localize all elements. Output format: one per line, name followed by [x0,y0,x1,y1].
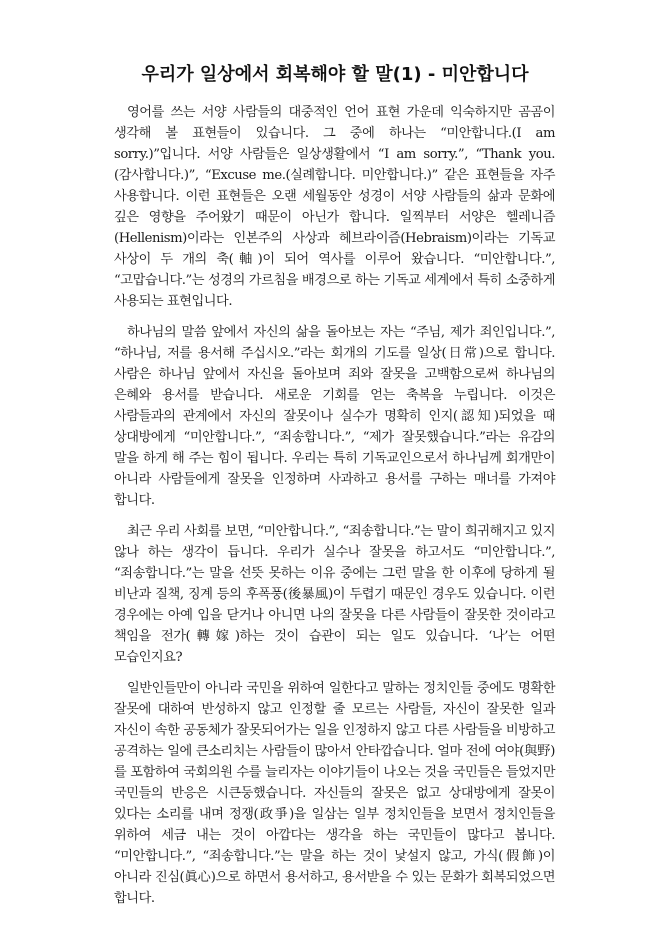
article-body [114,102,555,919]
paragraph: 일반인들만이 아니라 국민을 위하여 일한다고 말하는 정치인들 중에도 명확한 잘못에 대하여 반성하지 않고 인정할 줄 모르는 사람들, 자신이 잘못한 일과 자신이 속한 공동체가 잘못되어가는 일을 인정하지 않고 다른 사람들을 비방하고 공격하는 일에 큰소리치는 사람들이 많아서 안타깝습니다. 얼마 전에 여야(與野)를 포함하여 국회의원 수를 늘리자는 이야기들이 나오는 것을 국민들은 들었지만 국민들의 반응은 시큰둥했습니다. 자신들의 잘못은 없고 상대방에게 잘못이 있다는 소리를 내며 정쟁(政爭)을 일삼는 일부 정치인들을 보면서 정치인들을 위하여 세금 내는 것이 아깝다는 생각을 하는 국민들이 많다고 봅니다. “미안합니다.”, “죄송합니다.”는 말을 하는 것이 낯설지 않고, 가식(假飾)이 아니라 진심(眞心)으로 하면서 용서하고, 용서받을 수 있는 문화가 회복되었으면 합니다. [114,681,555,906]
page-title: 우리가 일상에서 회복해야 할 말(1) - 미안합니다 [141,64,529,85]
paragraph: 최근 우리 사회를 보면, “미안합니다.”, “죄송합니다.”는 말이 희귀해지고 있지 않나 하는 생각이 듭니다. 우리가 실수나 잘못을 하고서도 “미안합니다.”, “죄송합니다.”는 말을 선뜻 못하는 이유 중에는 그런 말을 한 이후에 당하게 될 비난과 질책, 징계 등의 후폭풍(後暴風)이 두렵기 때문인 경우도 있습니다. 이런 경우에는 아예 입을 닫거나 아니면 나의 잘못을 다른 사람들이 잘못한 것이라고 책임을 전가(轉嫁)하는 것이 습관이 되는 일도 있습니다. ‘나’는 어떤 모습인지요? [114,524,555,665]
paragraph: 영어를 쓰는 서양 사람들의 대중적인 언어 표현 가운데 익숙하지만 곰곰이 생각해 볼 표현들이 있습니다. 그 중에 하나는 “미안합니다.(I am sorry.)”입니다. 서양 사람들은 일상생활에서 “I am sorry.”, “Thank you.(감사합니다.)”, “Excuse me.(실례합니다. 미안합니다.)” 같은 표현들을 자주 사용합니다. 이런 표현들은 오랜 세월동안 성경이 서양 사람들의 삶과 문화에 깊은 영향을 주어왔기 때문이 아닌가 합니다. 일찍부터 서양은 헬레니즘(Hellenism)이라는 인본주의 사상과 헤브라이즘(Hebraism)이라는 기독교 사상이 두 개의 축(軸)이 되어 역사를 이루어 왔습니다. “미안합니다.”, “고맙습니다.”는 성경의 가르침을 배경으로 하는 기독교 세계에서 특히 소중하게 사용되는 표현입니다. [114,105,555,309]
paragraph: 하나님의 말씀 앞에서 자신의 삶을 돌아보는 자는 “주님, 제가 죄인입니다.”, “하나님, 저를 용서해 주십시오.”라는 회개의 기도를 일상(日常)으로 합니다. 사람은 하나님 앞에서 자신을 돌아보며 죄와 잘못을 고백함으로써 하나님의 은혜와 용서를 받습니다. 새로운 기회를 얻는 축복을 누립니다. 이것은 사람들과의 관계에서 자신의 잘못이나 실수가 명확히 인지(認知)되었을 때 상대방에게 “미안합니다.”, “죄송합니다.”, “제가 잘못했습니다.”라는 유감의 말을 하게 해 주는 힘이 됩니다. 우리는 특히 기독교인으로서 하나님께 회개만이 아니라 사람들에게 잘못을 인정하며 사과하고 용서를 구하는 매너를 가져야 합니다. [114,325,555,508]
